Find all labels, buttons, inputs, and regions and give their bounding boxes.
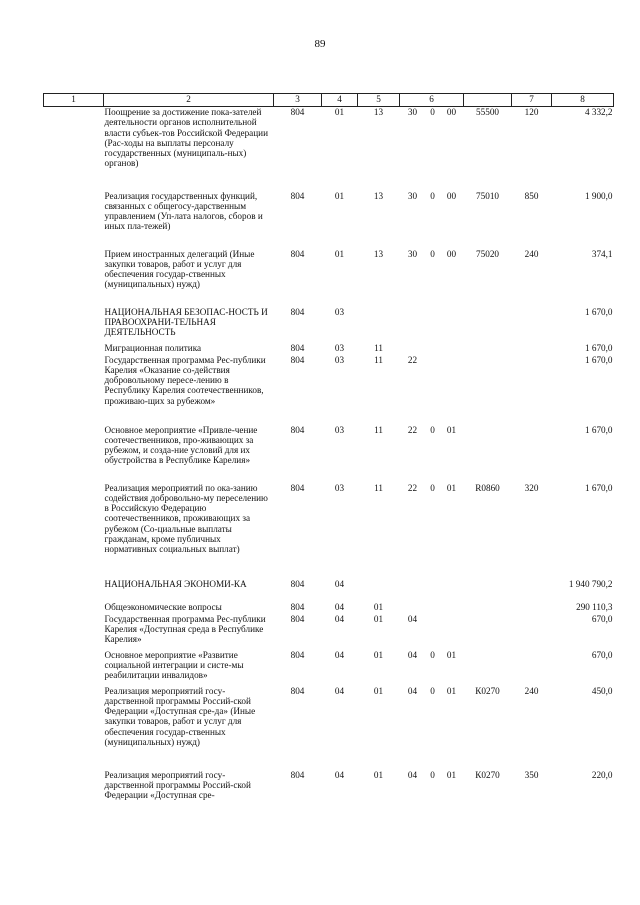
- expense-type-code: 240: [524, 685, 539, 696]
- target-article-subprogram: [426, 355, 440, 425]
- table-row: [44, 355, 614, 425]
- table-row: [44, 602, 614, 614]
- amount: 1 670,0: [584, 354, 613, 365]
- grbs-code: 804: [290, 248, 305, 259]
- subsection-code: 11: [374, 424, 383, 435]
- col-1-cell: [44, 355, 104, 425]
- expense-type-code: [512, 602, 552, 614]
- target-article-subprogram: 0: [430, 248, 435, 259]
- table-row: [44, 307, 614, 343]
- expense-type-code: [512, 343, 552, 355]
- target-article-subprogram: 0: [430, 107, 435, 117]
- target-article-program: 04: [407, 769, 418, 780]
- grbs-code: 804: [290, 107, 305, 117]
- expense-type-code: 120: [524, 107, 539, 117]
- target-article-subprogram: [426, 602, 440, 614]
- target-article-direction: 75020: [476, 248, 499, 259]
- section-code: 03: [334, 424, 345, 435]
- row-name: НАЦИОНАЛЬНАЯ БЕЗОПАС-НОСТЬ И ПРАВООХРАНИ-ТЕЛЬНАЯ ДЕЯТЕЛЬНОСТЬ: [104, 306, 268, 338]
- grbs-code: 804: [290, 354, 305, 365]
- target-article-direction: 55500: [476, 107, 499, 117]
- header-col-6-tail: [464, 94, 512, 107]
- table-row: [44, 614, 614, 650]
- subsection-code: 01: [373, 685, 384, 696]
- grbs-code: 804: [290, 306, 305, 317]
- col-1-cell: [44, 307, 104, 343]
- target-article-event: 01: [446, 424, 457, 435]
- col-1-cell: [44, 343, 104, 355]
- target-article-subprogram: 0: [430, 482, 435, 493]
- header-col-7: 7: [512, 94, 552, 107]
- header-col-8: 8: [552, 94, 614, 107]
- amount: 1 900,0: [584, 190, 613, 201]
- col-1-cell: [44, 650, 104, 686]
- col-1-cell: [44, 191, 104, 249]
- target-article-event: 01: [446, 482, 457, 493]
- row-name: Реализация мероприятий госу-дарственной программы Россий-ской Федерации «Доступная сре-да» (Иные закупки товаров, работ и услуг для обеспечения государ-ственных (муниципальных) нужд): [104, 685, 256, 747]
- target-article-program: [400, 602, 426, 614]
- target-article-direction: [464, 614, 512, 650]
- row-name: Основное мероприятие «Развитие социальной интеграции и систе-мы реабилитации инвалидов»: [104, 649, 244, 681]
- subsection-code: 11: [374, 354, 383, 365]
- expense-type-code: [512, 355, 552, 425]
- table-row: [44, 107, 614, 191]
- section-code: 03: [334, 354, 345, 365]
- subsection-code: [358, 579, 400, 602]
- subsection-code: 01: [373, 613, 384, 624]
- target-article-subprogram: [426, 343, 440, 355]
- target-article-program: [400, 307, 426, 343]
- amount: 1 940 790,2: [568, 578, 613, 589]
- target-article-event: [440, 307, 464, 343]
- amount: 374,1: [591, 248, 613, 259]
- table-row: [44, 343, 614, 355]
- target-article-direction: R0860: [475, 482, 500, 493]
- grbs-code: 804: [290, 190, 305, 201]
- table-row: [44, 770, 614, 806]
- subsection-code: 01: [373, 769, 384, 780]
- row-name: Общеэкономические вопросы: [104, 601, 222, 612]
- amount: 1 670,0: [584, 306, 613, 317]
- subsection-code: 13: [373, 248, 384, 259]
- table-body: [44, 107, 614, 806]
- budget-table: [43, 93, 614, 806]
- expense-type-code: [512, 425, 552, 483]
- expense-type-code: 240: [524, 248, 539, 259]
- grbs-code: 804: [290, 424, 305, 435]
- row-name: Реализация мероприятий по ока-занию содействия добровольно-му переселению в Российскую Федерацию соотечественников, проживающих за рубежом (Со-циальные выплаты гражданам, кроме публичных нормативных социальных выплат): [104, 482, 268, 555]
- header-col-1: 1: [44, 94, 104, 107]
- row-name: Реализация государственных функций, связанных с общегосу-дарственным управлением (Уп-лата налогов, сборов и иных пла-тежей): [104, 190, 263, 232]
- grbs-code: 804: [290, 578, 305, 589]
- target-article-subprogram: 0: [430, 685, 435, 696]
- target-article-program: [400, 579, 426, 602]
- subsection-code: 13: [373, 107, 384, 117]
- target-article-program: 22: [407, 482, 418, 493]
- row-name: Миграционная политика: [104, 342, 202, 353]
- row-name: Основное мероприятие «Привле-чение соотечественников, про-живающих за рубежом, и созда-ние условий для их обустройства в Республике Карелия»: [104, 424, 258, 466]
- target-article-direction: [464, 343, 512, 355]
- target-article-program: 04: [407, 685, 418, 696]
- target-article-event: [440, 355, 464, 425]
- amount: 4 332,2: [584, 107, 613, 117]
- header-col-2: 2: [104, 94, 274, 107]
- target-article-event: [440, 614, 464, 650]
- col-1-cell: [44, 686, 104, 770]
- target-article-direction: [464, 355, 512, 425]
- section-code: 01: [334, 190, 345, 201]
- target-article-event: 01: [446, 769, 457, 780]
- table-row: [44, 579, 614, 602]
- grbs-code: 804: [290, 482, 305, 493]
- subsection-code: 13: [373, 190, 384, 201]
- col-1-cell: [44, 107, 104, 191]
- target-article-subprogram: [426, 307, 440, 343]
- row-name: Прием иностранных делегаций (Иные закупки товаров, работ и услуг для обеспечения государ-ственных (муниципальных) нужд): [104, 248, 255, 290]
- expense-type-code: [512, 579, 552, 602]
- target-article-program: 30: [407, 190, 418, 201]
- table-row: [44, 686, 614, 770]
- target-article-direction: [464, 602, 512, 614]
- col-1-cell: [44, 249, 104, 307]
- target-article-program: 04: [407, 649, 418, 660]
- section-code: 03: [334, 342, 345, 353]
- target-article-subprogram: 0: [430, 649, 435, 660]
- row-name: Государственная программа Рес-публики Карелия «Доступная среда в Республике Карелия»: [104, 613, 266, 645]
- col-1-cell: [44, 483, 104, 579]
- subsection-code: 11: [374, 342, 383, 353]
- page-number: 89: [314, 38, 326, 50]
- amount: 1 670,0: [584, 482, 613, 493]
- target-article-event: 00: [446, 190, 457, 201]
- expense-type-code: [512, 650, 552, 686]
- grbs-code: 804: [290, 769, 305, 780]
- target-article-direction: [464, 650, 512, 686]
- target-article-program: 30: [407, 248, 418, 259]
- grbs-code: 804: [290, 649, 305, 660]
- subsection-code: 01: [373, 649, 384, 660]
- expense-type-code: 320: [524, 482, 539, 493]
- section-code: 04: [334, 613, 345, 624]
- target-article-direction: К0270: [475, 685, 500, 696]
- expense-type-code: 350: [524, 769, 539, 780]
- grbs-code: 804: [290, 601, 305, 612]
- section-code: 04: [334, 649, 345, 660]
- table-row: [44, 425, 614, 483]
- target-article-program: 30: [407, 107, 418, 117]
- header-col-3: 3: [274, 94, 322, 107]
- col-1-cell: [44, 425, 104, 483]
- target-article-direction: К0270: [475, 769, 500, 780]
- target-article-event: 00: [446, 107, 457, 117]
- table-header: [44, 94, 614, 107]
- target-article-event: [440, 579, 464, 602]
- target-article-direction: [464, 307, 512, 343]
- target-article-subprogram: [426, 614, 440, 650]
- table-row: [44, 650, 614, 686]
- header-row: [44, 94, 614, 107]
- target-article-direction: 75010: [476, 190, 499, 201]
- table-row: [44, 483, 614, 579]
- grbs-code: 804: [290, 613, 305, 624]
- target-article-program: 22: [407, 424, 418, 435]
- table-row: [44, 249, 614, 307]
- target-article-direction: [464, 579, 512, 602]
- expense-type-code: [512, 307, 552, 343]
- target-article-subprogram: 0: [430, 769, 435, 780]
- target-article-event: [440, 343, 464, 355]
- section-code: 01: [334, 248, 345, 259]
- header-col-4: 4: [322, 94, 358, 107]
- header-col-6: 6: [400, 94, 464, 107]
- target-article-event: [440, 602, 464, 614]
- header-col-5: 5: [358, 94, 400, 107]
- amount: 670,0: [591, 649, 613, 660]
- target-article-event: 01: [446, 649, 457, 660]
- row-name: Реализация мероприятий госу-дарственной программы Россий-ской Федерации «Доступная сре-: [104, 769, 251, 801]
- section-code: 04: [334, 601, 345, 612]
- section-code: 03: [334, 306, 345, 317]
- section-code: 04: [334, 769, 345, 780]
- amount: 1 670,0: [584, 342, 613, 353]
- target-article-subprogram: 0: [430, 424, 435, 435]
- amount: 1 670,0: [584, 424, 613, 435]
- target-article-event: 00: [446, 248, 457, 259]
- table-row: [44, 191, 614, 249]
- subsection-code: 11: [374, 482, 383, 493]
- amount: 670,0: [591, 613, 613, 624]
- subsection-code: [358, 307, 400, 343]
- section-code: 04: [334, 578, 345, 589]
- target-article-program: 04: [407, 613, 418, 624]
- target-article-subprogram: 0: [430, 190, 435, 201]
- row-name: Государственная программа Рес-публики Карелия «Оказание со-действия добровольному пересе-лению в Республику Карелия соотечественников, проживаю-щих за рубежом»: [104, 354, 266, 406]
- target-article-program: 22: [407, 354, 418, 365]
- amount: 290 110,3: [576, 601, 613, 612]
- target-article-direction: [464, 425, 512, 483]
- col-1-cell: [44, 770, 104, 806]
- expense-type-code: [512, 614, 552, 650]
- section-code: 03: [334, 482, 345, 493]
- grbs-code: 804: [290, 685, 305, 696]
- amount: 450,0: [591, 685, 613, 696]
- target-article-event: 01: [446, 685, 457, 696]
- amount: 220,0: [591, 769, 613, 780]
- col-1-cell: [44, 579, 104, 602]
- row-name: НАЦИОНАЛЬНАЯ ЭКОНОМИ-КА: [104, 578, 247, 589]
- target-article-program: [400, 343, 426, 355]
- grbs-code: 804: [290, 342, 305, 353]
- budget-table-sheet: [43, 93, 613, 806]
- target-article-subprogram: [426, 579, 440, 602]
- col-1-cell: [44, 614, 104, 650]
- section-code: 04: [334, 685, 345, 696]
- subsection-code: 01: [373, 601, 384, 612]
- col-1-cell: [44, 602, 104, 614]
- row-name: Поощрение за достижение пока-зателей деятельности органов исполнительной власти субъек-тов Российской Федерации (Рас-ходы на выплаты персоналу государственных (муниципаль-ных) органов): [104, 107, 268, 169]
- expense-type-code: 850: [524, 190, 539, 201]
- section-code: 01: [334, 107, 345, 117]
